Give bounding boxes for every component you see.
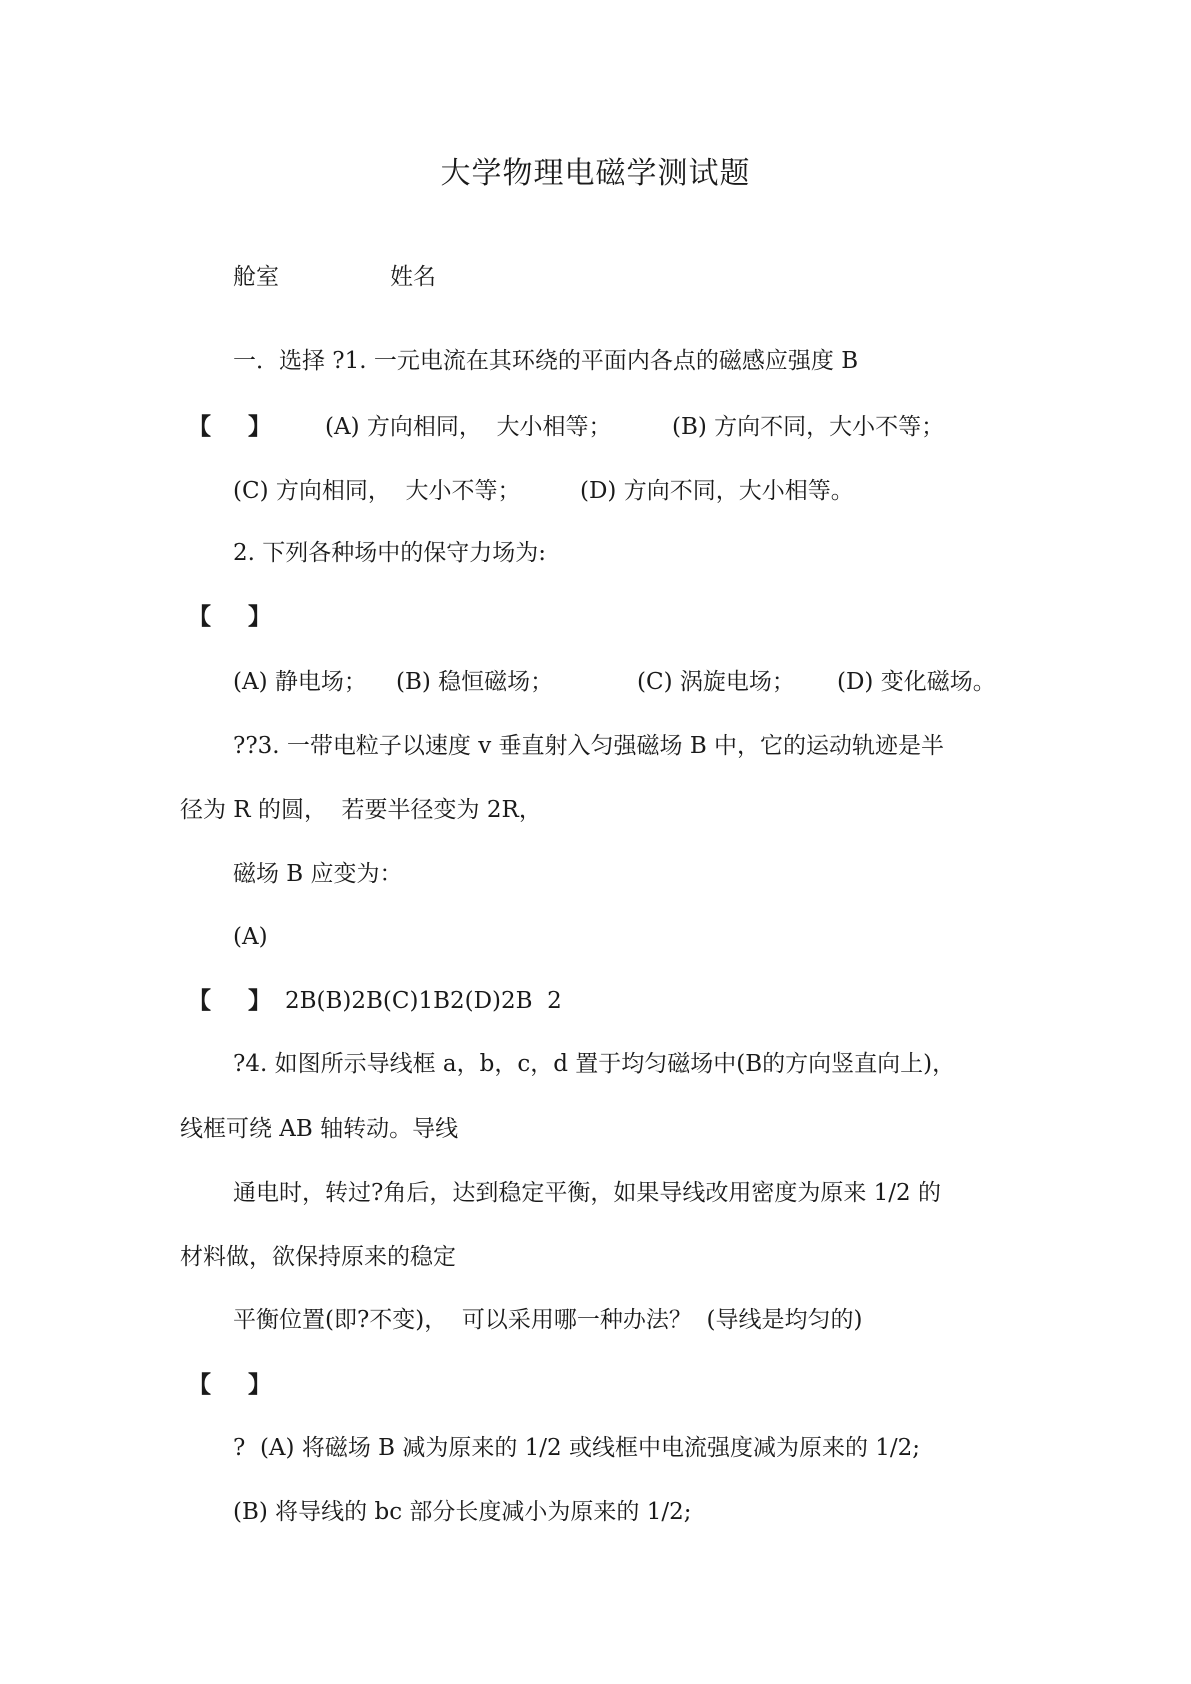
q1-option-c: (C) 方向相同， 大小不等； — [233, 478, 521, 504]
q1-option-a: (A) 方向相同， 大小相等； — [325, 414, 612, 440]
q4-line-3: 通电时，转过?角后，达到稳定平衡，如果导线改用密度为原来 1/2 的 — [233, 1180, 941, 1206]
q3-bracket-left: 【 — [188, 988, 211, 1014]
name-label: 姓名 — [390, 264, 436, 290]
q3-bracket-right: 】 — [248, 988, 271, 1014]
q4-option-b: (B) 将导线的 bc 部分长度减小为原来的 1/2; — [233, 1499, 692, 1525]
q4-line-1: ?4. 如图所示导线框 a，b，c，d 置于均匀磁场中(B的方向竖直向上)， — [233, 1051, 956, 1077]
q1-bracket-right: 】 — [248, 414, 271, 440]
q4-bracket-left: 【 — [188, 1372, 211, 1398]
q2-option-a: (A) 静电场； — [233, 669, 367, 695]
q1-option-b: (B) 方向不同，大小不等； — [672, 414, 945, 440]
q4-line-5: 平衡位置(即?不变)， 可以采用哪一种办法？ (导线是均匀的) — [233, 1307, 863, 1333]
q1-prompt: 一．选择 ?1. 一元电流在其环绕的平面内各点的磁感应强度 B — [233, 348, 859, 374]
q3-line-2: 径为 R 的圆， 若要半径变为 2R， — [180, 797, 542, 823]
q2-prompt: 2. 下列各种场中的保守力场为: — [233, 540, 547, 566]
q3-line-1: ??3. 一带电粒子以速度 v 垂直射入匀强磁场 B 中，它的运动轨迹是半 — [233, 733, 945, 759]
q1-bracket-left: 【 — [188, 414, 211, 440]
q4-option-a: ? (A) 将磁场 B 减为原来的 1/2 或线框中电流强度减为原来的 1/2; — [233, 1435, 921, 1461]
q4-line-2: 线框可绕 AB 轴转动。导线 — [180, 1116, 459, 1142]
q2-option-c: (C) 涡旋电场； — [637, 669, 795, 695]
q2-option-d: (D) 变化磁场。 — [837, 669, 996, 695]
q3-line-4: (A) — [233, 924, 268, 950]
q4-line-4: 材料做，欲保持原来的稳定 — [180, 1244, 456, 1270]
q3-line-3: 磁场 B 应变为： — [233, 861, 403, 887]
q3-options: 2B(B)2B(C)1B2(D)2B 2 — [285, 988, 562, 1014]
q1-option-d: (D) 方向不同，大小相等。 — [580, 478, 854, 504]
q4-bracket-right: 】 — [248, 1372, 271, 1398]
page-title: 大学物理电磁学测试题 — [440, 156, 751, 191]
q2-bracket-left: 【 — [188, 604, 211, 630]
q2-option-b: (B) 稳恒磁场； — [396, 669, 554, 695]
q2-bracket-right: 】 — [248, 604, 271, 630]
cabin-label: 舱室 — [233, 264, 279, 290]
